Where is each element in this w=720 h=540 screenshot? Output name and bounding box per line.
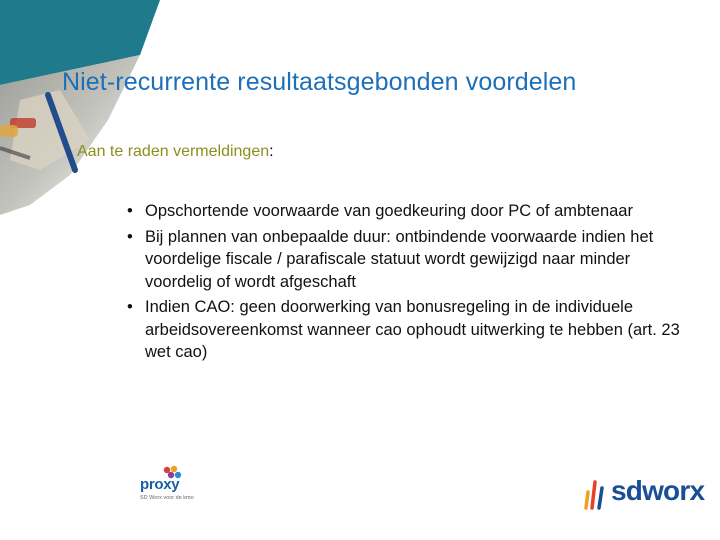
slide-title: Niet-recurrente resultaatsgebonden voordelen	[62, 68, 577, 96]
bullet-dot: •	[127, 202, 133, 220]
proxy-logo-word: proxy	[140, 476, 180, 493]
bullet-item	[127, 226, 687, 294]
bullet-dot: •	[127, 298, 133, 316]
bullet-dot: •	[127, 227, 133, 246]
bullet-text: Opschortende voorwaarde van goedkeuring door PC of ambtenaar	[145, 202, 633, 220]
bullet-item	[127, 200, 687, 223]
bullet-list	[127, 200, 687, 367]
bullet-item	[127, 296, 687, 364]
subheading	[77, 143, 274, 161]
bullet-text: Indien CAO: geen doorwerking van bonusregeling in de individuele arbeidsovereenkomst wanneer cao ophoudt uitwerking te hebben (art. 23 wet cao)	[145, 298, 680, 361]
bullet-text: Bij plannen van onbepaalde duur: ontbindende voorwaarde indien het voordelige fiscale / parafiscale statuut wordt gewijzigd naar minder voordelig of wordt afgeschaft	[145, 227, 654, 291]
subheading-suffix: :	[269, 143, 274, 160]
proxy-logo-tagline: SD Worx voor de kmo	[140, 495, 194, 501]
subheading-highlight: Aan te raden vermeldingen	[77, 143, 270, 160]
corner-photo	[0, 0, 300, 215]
sdworx-logo-word: sdworx	[611, 475, 705, 506]
